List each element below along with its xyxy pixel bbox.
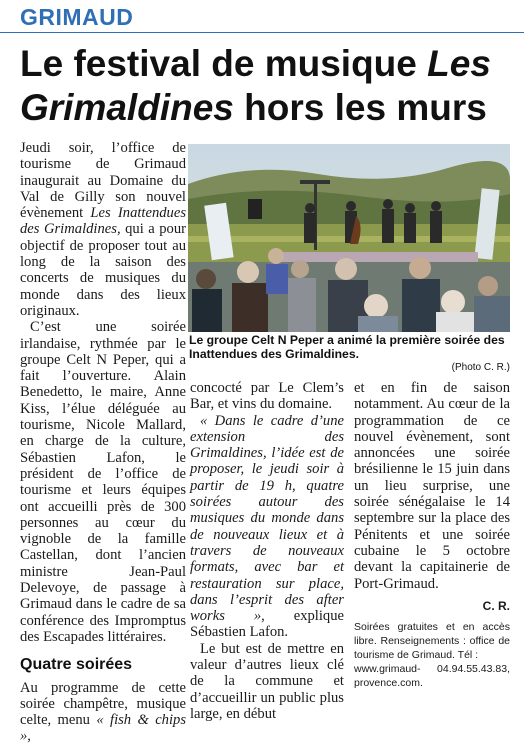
concert-photo — [188, 144, 510, 332]
menu-name: « fish & chips » — [20, 712, 186, 745]
photo-credit: (Photo C. R.) — [451, 362, 510, 373]
paragraph — [20, 140, 186, 319]
section-rubric: GRIMAUD — [20, 4, 134, 30]
caption-text: Le groupe Celt N Peper a animé la première soirée des Inattendues des Grimaldines. — [189, 333, 505, 361]
article-column-3 — [354, 380, 510, 690]
article-column-2 — [190, 380, 344, 722]
text-run: , — [27, 728, 31, 745]
event-name: Les Inattendues des Grimaldines — [20, 205, 186, 238]
paragraph: Le but est de mettre en valeur d’autres lieux clé de la commune et d’accueillir un public plus large, en début — [190, 640, 344, 722]
headline-part: hors les murs — [233, 87, 487, 128]
headline-line-2 — [20, 86, 516, 130]
text-run: Jeudi soir, l’office de tourisme de Grimaud inaugurait au Domaine du Val de Gilly son nouvel évènement — [20, 140, 186, 222]
headline-line-1 — [20, 42, 516, 86]
headline-italic: Les — [427, 43, 491, 84]
quote: « Dans le cadre d’une extension des Grimaldines, l’idée est de proposer, le jeudi soir à partir de 19 h, quatre soirées autour des musiques du monde dans de nouveaux lieux et à travers de nouveaux formats, avec bar et restauration sur place, dans l’esprit des after works » — [190, 412, 344, 625]
paragraph: et en fin de saison notamment. Au cœur de la programmation de ce nouvel évènement, sont annoncées une soirée brésilienne le 15 juin dans un lieu surprise, une soirée sénégalaise le 14 septembre sur la place des Pénitents et une soirée cubaine le 5 octobre devant la capitainerie de Port-Grimaud. — [354, 380, 510, 592]
rubric-rule — [0, 32, 524, 33]
paragraph: C’est une soirée irlandaise, rythmée par le groupe Celt N Peper, qui a fait l’ouverture. Alain Benedetto, le maire, Anne Kiss, l’élue déléguée au tourisme, Nicole Mallard, en charge de la culture, Sébastien Lafon, le président de l’office de tourisme et leurs équipes ont accueilli près de 300 personnes au cœur du vignoble de la famille Castellan, dont l’ancien ministre Jean-Paul Delevoye, de passage à Grimaud dans le cadre de sa conférence des Impromptus des Escapades littéraires. — [20, 319, 186, 645]
text-run: , qui a pour objectif de proposer tout au long de la saison des concerts de musiques du monde dans des lieux originaux. — [20, 221, 186, 319]
article-column-1 — [20, 140, 186, 745]
headline-part: Le festival de musique — [20, 43, 428, 84]
info-box — [354, 620, 510, 690]
author-signature: C. R. — [482, 598, 510, 613]
phone-number: 04.94.55.43.83, — [437, 663, 510, 676]
website: www.grimaud-provence.com. — [354, 663, 423, 690]
paragraph — [20, 680, 186, 745]
info-text: Soirées gratuites et en accès libre. Renseignements : office de tourisme de Grimaud. Tél : — [354, 621, 510, 662]
paragraph — [190, 413, 344, 641]
text-run: Au programme de cette soirée champêtre, musique celte, menu — [20, 679, 186, 729]
paragraph: concocté par Le Clem’s Bar, et vins du domaine. — [190, 380, 344, 413]
headline-italic: Grimaldines — [20, 87, 234, 128]
subheading: Quatre soirées — [20, 656, 133, 674]
photo-caption — [189, 333, 510, 375]
attribution: , explique Sébastien Lafon. — [190, 608, 344, 641]
